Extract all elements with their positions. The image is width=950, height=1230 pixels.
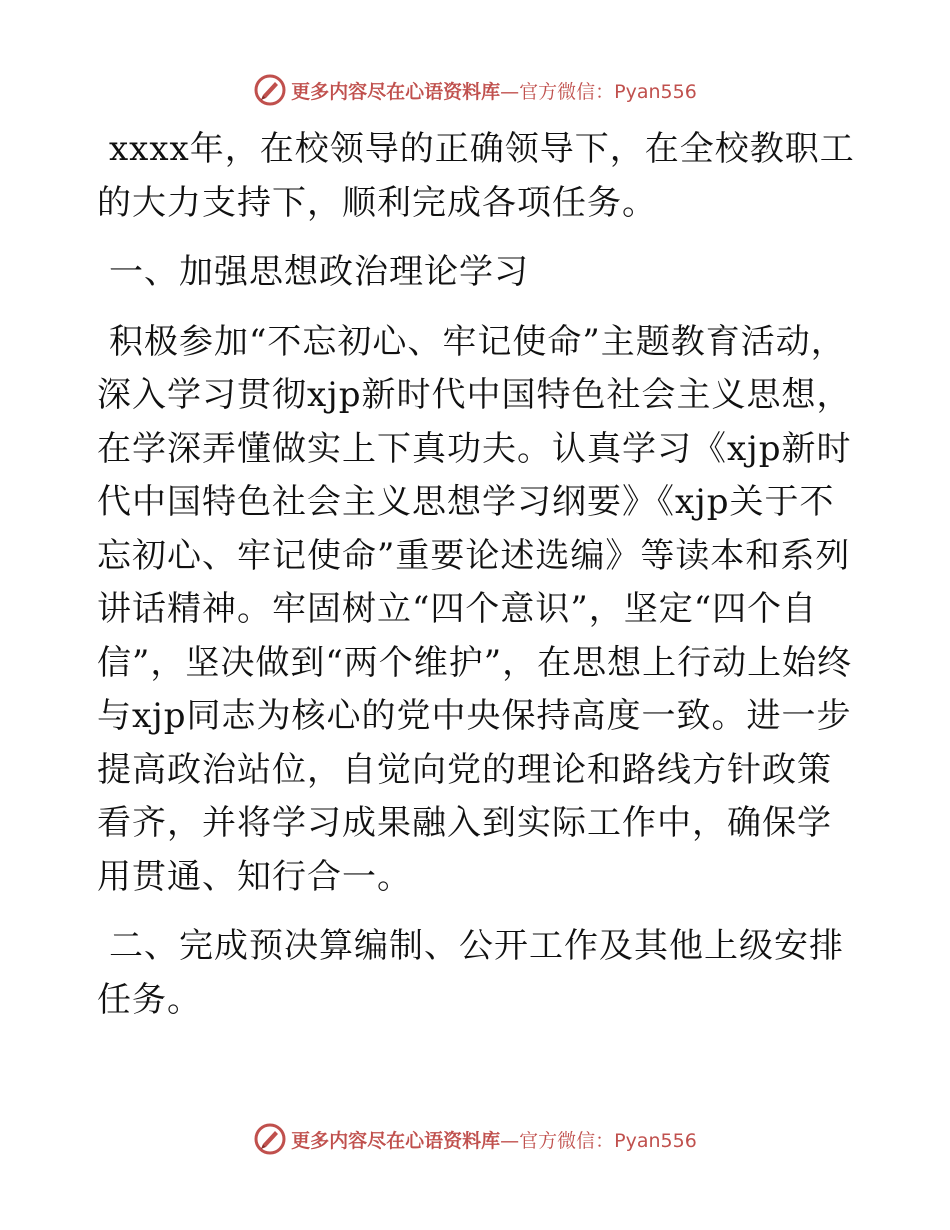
header-brand-text: 更多内容尽在心语资料库	[291, 80, 501, 103]
section-heading-2: 二、完成预决算编制、公开工作及其他上级安排任务。	[97, 926, 844, 1020]
document-body	[97, 123, 857, 1027]
section-1-paragraph: 积极参加“不忘初心、牢记使命”主题教育活动，深入学习贯彻xjp新时代中国特色社会主义思想，在学深弄懂做实上下真功夫。认真学习《xjp新时代中国特色社会主义思想学习纲要》《xjp关于不忘初心、牢记使命”重要论述选编》等读本和系列讲话精神。牢固树立“四个意识”，坚定“四个自信”，坚决做到“两个维护”，在思想上行动上始终与xjp同志为核心的党中央保持高度一致。进一步提高政治站位，自觉向党的理论和路线方针政策看齐，并将学习成果融入到实际工作中，确保学用贯通、知行合一。	[97, 321, 853, 897]
footer-dash: —	[500, 1129, 520, 1152]
brand-logo-icon	[253, 73, 287, 107]
intro-paragraph: xxxx年，在校领导的正确领导下，在全校教职工的大力支持下，顺利完成各项任务。	[97, 129, 855, 223]
header-watermark-banner	[0, 70, 950, 110]
footer-wechat-text: 官方微信：Pyan556	[519, 1129, 697, 1152]
footer-watermark-banner	[0, 1119, 950, 1159]
section-heading-1: 一、加强思想政治理论学习	[109, 252, 529, 292]
brand-logo-icon	[253, 1122, 287, 1156]
header-dash: —	[500, 80, 520, 103]
footer-brand-text: 更多内容尽在心语资料库	[291, 1129, 501, 1152]
header-watermark-text	[291, 77, 697, 104]
header-wechat-text: 官方微信：Pyan556	[519, 80, 697, 103]
footer-watermark-text	[291, 1126, 697, 1153]
